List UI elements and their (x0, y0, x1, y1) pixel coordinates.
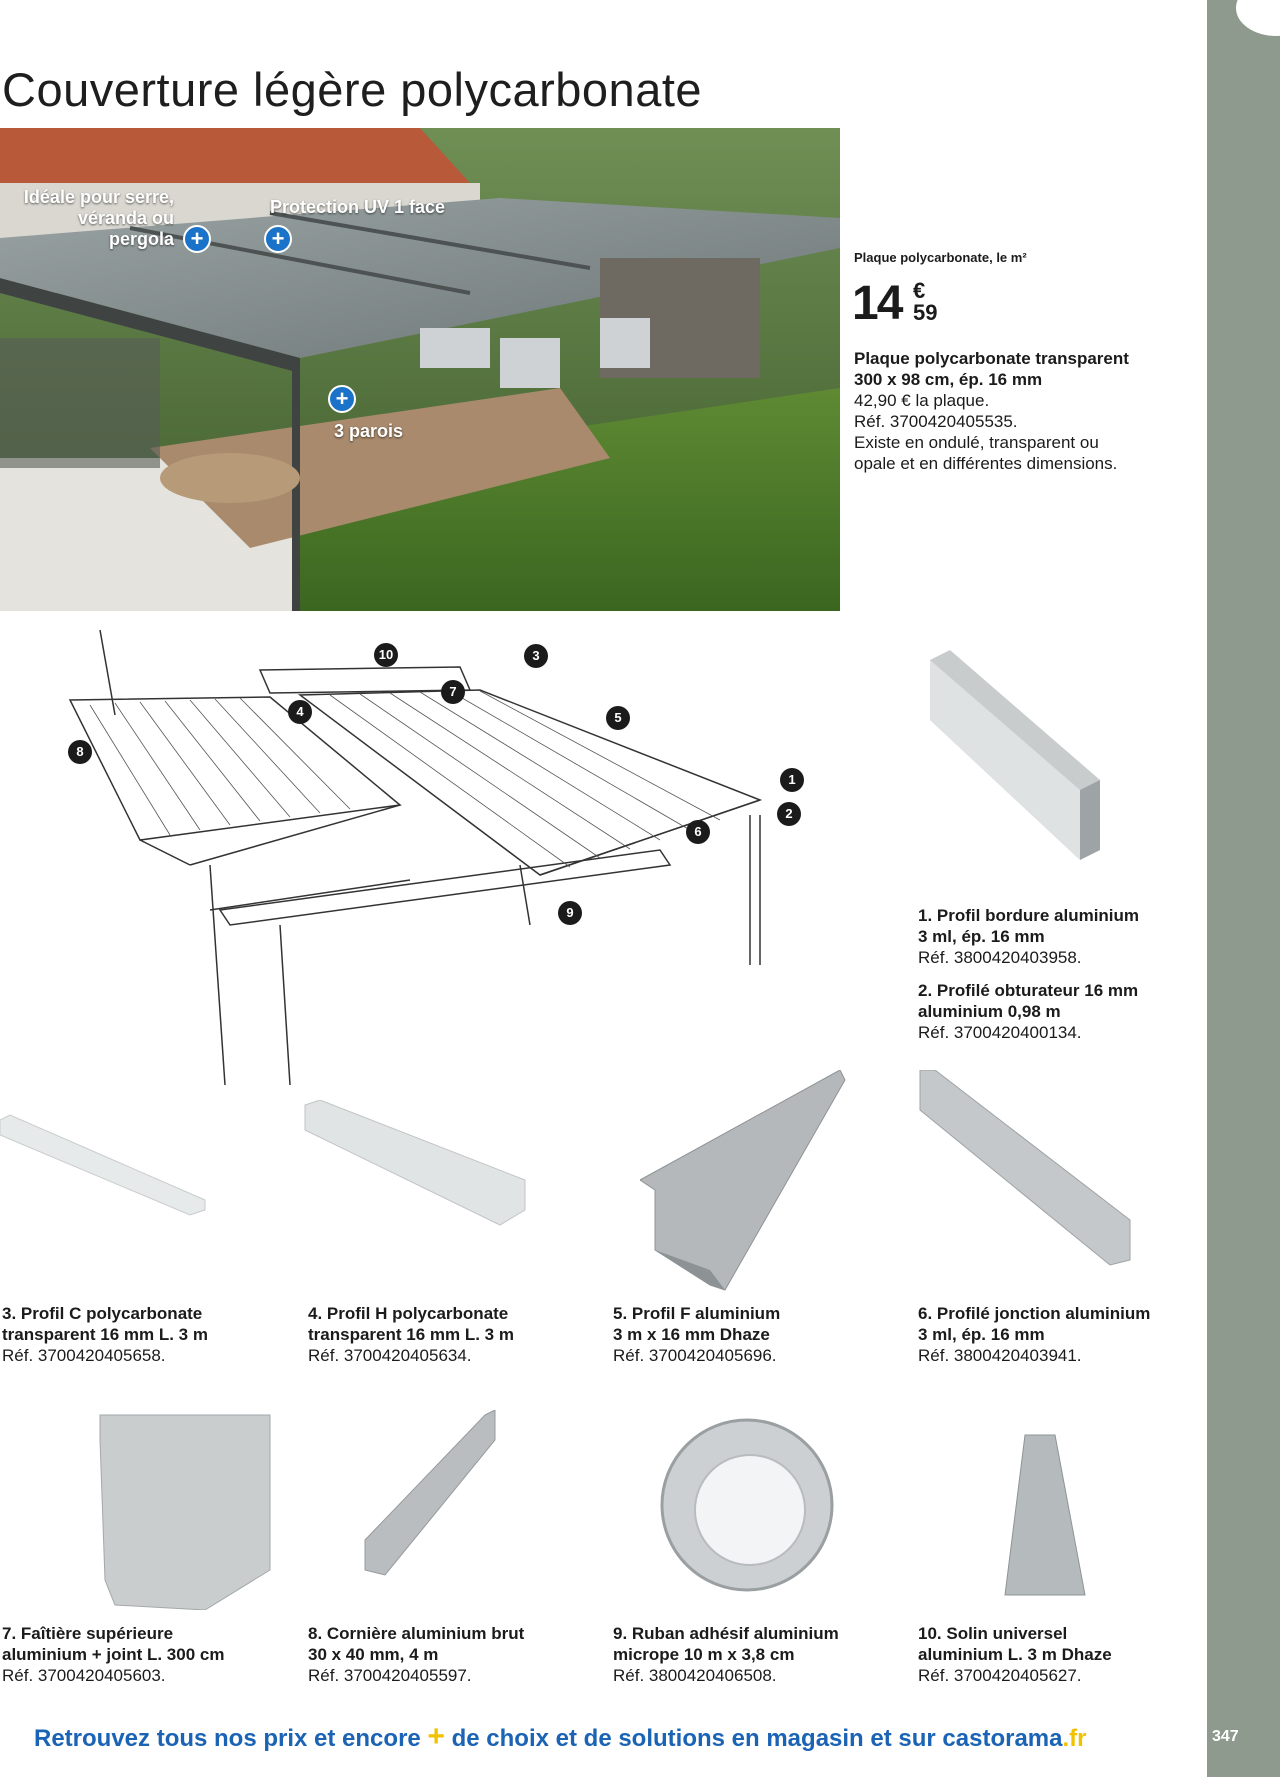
product-6-title-2: 3 ml, ép. 16 mm (918, 1325, 1045, 1344)
product-1-ref: Réf. 3800420403958. (918, 948, 1082, 967)
product-8-title-2: 30 x 40 mm, 4 m (308, 1645, 439, 1664)
plus-icon[interactable]: + (264, 225, 292, 253)
callout-usage-line-2: véranda ou (77, 208, 174, 228)
price-decimal: 59 (913, 300, 938, 325)
product-7-ref: Réf. 3700420405603. (2, 1666, 166, 1685)
product-1-title-2: 3 ml, ép. 16 mm (918, 927, 1045, 946)
diagram-number: 9 (558, 901, 582, 925)
plus-icon[interactable]: + (328, 385, 356, 413)
product-7-title-2: aluminium + joint L. 300 cm (2, 1645, 225, 1664)
product-4-ref: Réf. 3700420405634. (308, 1346, 472, 1365)
product-5-title-2: 3 m x 16 mm Dhaze (613, 1325, 770, 1344)
page-title: Couverture légère polycarbonate (2, 63, 703, 116)
product-image-9 (655, 1410, 840, 1595)
footer-text-1: Retrouvez tous nos prix et encore (34, 1725, 428, 1752)
product-2-title-1: 2. Profilé obturateur 16 mm (918, 981, 1139, 1000)
product-6-ref: Réf. 3800420403941. (918, 1346, 1082, 1365)
main-product-name-1: Plaque polycarbonate transparent (854, 349, 1129, 368)
product-8-info (308, 1623, 598, 1686)
main-product-ref: Réf. 3700420405535. (854, 412, 1018, 431)
page-number: 347 (1212, 1728, 1239, 1745)
main-product-name-2: 300 x 98 cm, ép. 16 mm (854, 370, 1043, 389)
plus-icon[interactable]: + (183, 225, 211, 253)
product-2-ref: Réf. 3700420400134. (918, 1023, 1082, 1042)
price-currency: € (913, 278, 926, 303)
footer-text-3: .fr (1062, 1725, 1087, 1752)
product-3-info (2, 1303, 292, 1366)
diagram-number: 7 (441, 680, 465, 704)
product-1-info (918, 905, 1198, 968)
product-9-info (613, 1623, 903, 1686)
product-10-title-1: 10. Solin universel (918, 1624, 1068, 1643)
callout-parois: 3 parois (334, 421, 404, 441)
product-9-title-1: 9. Ruban adhésif aluminium (613, 1624, 839, 1643)
product-image-4 (300, 1100, 530, 1230)
product-5-info (613, 1303, 903, 1366)
price-integer: 14 (852, 277, 902, 330)
footer-plus: + (427, 1720, 445, 1753)
product-image-10 (1000, 1430, 1090, 1600)
product-3-title-1: 3. Profil C polycarbonate (2, 1304, 203, 1323)
product-8-title-1: 8. Cornière aluminium brut (308, 1624, 525, 1643)
product-10-info (918, 1623, 1208, 1686)
product-7-info (2, 1623, 292, 1686)
product-9-title-2: micrope 10 m x 3,8 cm (613, 1645, 795, 1664)
assembly-diagram (60, 625, 780, 1095)
diagram-number: 2 (777, 802, 801, 826)
product-10-title-2: aluminium L. 3 m Dhaze (918, 1645, 1112, 1664)
product-image-6 (915, 1070, 1135, 1270)
product-3-title-2: transparent 16 mm L. 3 m (2, 1325, 208, 1344)
product-5-ref: Réf. 3700420405696. (613, 1346, 777, 1365)
product-image-7 (75, 1410, 275, 1610)
diagram-number: 5 (606, 706, 630, 730)
main-product-note-2: opale et en différentes dimensions. (854, 454, 1118, 473)
price-label: Plaque polycarbonate, le m² (854, 250, 1027, 265)
footer-text-2: de choix et de solutions en magasin et sur castorama (444, 1725, 1063, 1752)
diagram-number: 8 (68, 740, 92, 764)
product-4-info (308, 1303, 598, 1366)
diagram-number: 1 (780, 768, 804, 792)
diagram-number: 10 (374, 643, 398, 667)
callout-uv: Protection UV 1 face (270, 197, 446, 217)
diagram-number: 4 (288, 700, 312, 724)
product-2-title-2: aluminium 0,98 m (918, 1002, 1061, 1021)
product-2-info (918, 980, 1198, 1043)
product-1-title-1: 1. Profil bordure aluminium (918, 906, 1140, 925)
callout-usage (14, 187, 174, 250)
diagram-number: 6 (686, 820, 710, 844)
main-product-info (854, 348, 1194, 474)
product-image-3 (0, 1110, 210, 1220)
product-9-ref: Réf. 3800420406508. (613, 1666, 777, 1685)
product-image-5 (640, 1070, 850, 1295)
product-image-8 (360, 1410, 500, 1580)
product-4-title-1: 4. Profil H polycarbonate (308, 1304, 509, 1323)
diagram-number: 3 (524, 644, 548, 668)
footer-banner (34, 1720, 1086, 1754)
product-4-title-2: transparent 16 mm L. 3 m (308, 1325, 514, 1344)
product-6-info (918, 1303, 1208, 1366)
product-7-title-1: 7. Faîtière supérieure (2, 1624, 174, 1643)
product-3-ref: Réf. 3700420405658. (2, 1346, 166, 1365)
callout-usage-line-3: pergola (108, 229, 174, 249)
main-product-note-1: Existe en ondulé, transparent ou (854, 433, 1099, 452)
main-product-unit-price: 42,90 € la plaque. (854, 391, 990, 410)
product-image-1 (930, 650, 1110, 890)
product-6-title-1: 6. Profilé jonction aluminium (918, 1304, 1151, 1323)
page-sidebar (1207, 0, 1280, 1777)
product-5-title-1: 5. Profil F aluminium (613, 1304, 781, 1323)
product-8-ref: Réf. 3700420405597. (308, 1666, 472, 1685)
product-10-ref: Réf. 3700420405627. (918, 1666, 1082, 1685)
callout-usage-line-1: Idéale pour serre, (23, 187, 174, 207)
